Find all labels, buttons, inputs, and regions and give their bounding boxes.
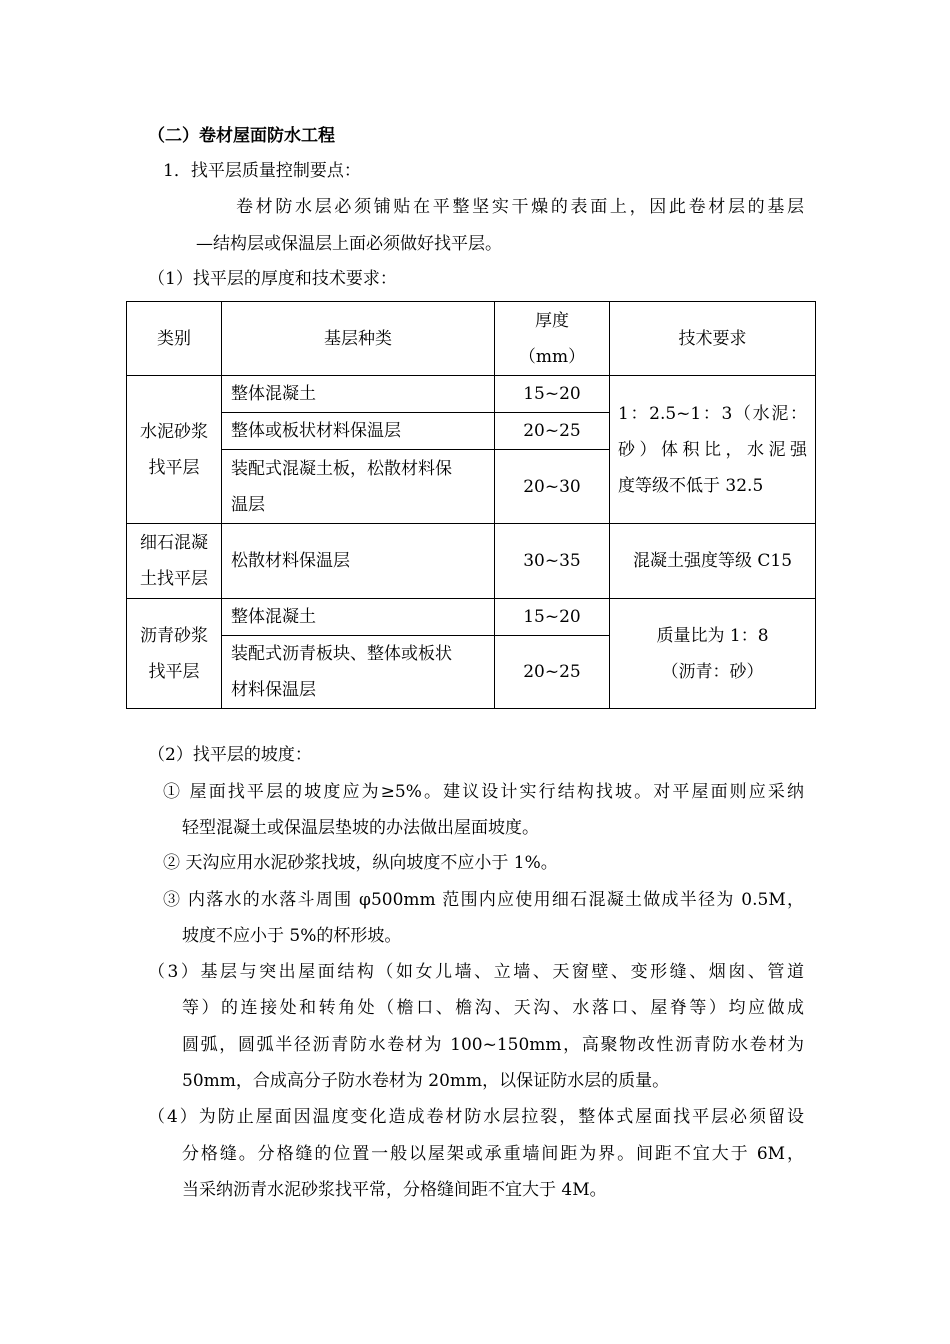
intro-line-1: 卷材防水层必须铺贴在平整坚实干燥的表面上，因此卷材层的基层: [236, 197, 804, 217]
base-line: 材料保温层: [231, 680, 316, 700]
category-line: 细石混凝: [140, 533, 208, 553]
category-line: 沥青砂浆: [140, 625, 208, 646]
category-cell-fine-concrete: [127, 524, 222, 599]
table-row: [127, 524, 816, 599]
tech-line: 度等级不低于 32.5: [618, 475, 764, 496]
thickness-cell: 30~35: [495, 524, 610, 599]
tech-line: （沥青：砂）: [661, 661, 764, 682]
base-cell: 整体混凝土: [222, 599, 495, 636]
header-thickness-line1: 厚度: [535, 310, 569, 331]
item1-heading: 1．找平层质量控制要点：: [163, 161, 361, 181]
base-line: 温层: [231, 494, 265, 515]
table-row: [127, 376, 816, 413]
base-cell: 整体或板状材料保温层: [222, 413, 495, 450]
category-cell-asphalt-mortar: [127, 599, 222, 709]
tech-line: 质量比为 1：8: [656, 625, 769, 646]
tech-cell-cement-mortar: [610, 376, 816, 524]
base-cell: 整体混凝土: [222, 376, 495, 413]
header-thickness: [495, 302, 610, 376]
header-tech: 技术要求: [610, 302, 816, 376]
sub2-heading: （2）找平层的坡度：: [148, 745, 312, 765]
slope-item-2: ② 天沟应用水泥砂浆找坡，纵向坡度不应小于 1%。: [163, 853, 558, 873]
tech-cell-asphalt-mortar: [610, 599, 816, 709]
base-cell: 松散材料保温层: [222, 524, 495, 599]
tech-line: 砂）体积比，水泥强: [618, 439, 807, 460]
tech-line: 1：2.5~1：3（水泥：: [618, 403, 807, 424]
base-line: 装配式沥青板块、整体或板状: [231, 644, 452, 664]
header-thickness-line2: （mm）: [518, 346, 586, 367]
header-base-type: 基层种类: [222, 302, 495, 376]
category-line: 土找平层: [140, 569, 208, 589]
category-cell-cement-mortar: [127, 376, 222, 524]
thickness-cell: 15~20: [495, 599, 610, 636]
slope-item-1-line2: 轻型混凝土或保温层垫坡的办法做出屋面坡度。: [182, 818, 539, 838]
base-cell: [222, 450, 495, 524]
thickness-spec-table: [126, 301, 816, 709]
category-line: 水泥砂浆: [140, 421, 208, 442]
base-line: 装配式混凝土板，松散材料保: [231, 458, 452, 479]
para4-line3: 当采纳沥青水泥砂浆找平常，分格缝间距不宜大于 4M。: [182, 1180, 607, 1200]
para3-line3: 圆弧，圆弧半径沥青防水卷材为 100~150mm，高聚物改性沥青防水卷材为: [182, 1035, 804, 1055]
slope-item-3-line2: 坡度不应小于 5%的杯形坡。: [182, 926, 402, 946]
para4-line2: 分格缝。分格缝的位置一般以屋架或承重墙间距为界。间距不宜大于 6M，: [182, 1144, 804, 1164]
thickness-cell: 20~25: [495, 413, 610, 450]
base-cell: [222, 636, 495, 709]
tech-cell-fine-concrete: 混凝土强度等级 C15: [610, 524, 816, 599]
para4-line1: （4）为防止屋面因温度变化造成卷材防水层拉裂，整体式屋面找平层必须留设: [148, 1107, 804, 1127]
category-line: 找平层: [148, 457, 200, 478]
thickness-cell: 15~20: [495, 376, 610, 413]
para3-line4: 50mm，合成高分子防水卷材为 20mm，以保证防水层的质量。: [182, 1071, 670, 1091]
para3-line1: （3）基层与突出屋面结构（如女儿墙、立墙、天窗壁、变形缝、烟囱、管道: [148, 962, 804, 982]
section-heading: （二）卷材屋面防水工程: [148, 126, 335, 146]
slope-item-3-line1: ③ 内落水的水落斗周围 φ500mm 范围内应使用细石混凝土做成半径为 0.5M，: [163, 890, 804, 910]
header-category: 类别: [127, 302, 222, 376]
thickness-cell: 20~30: [495, 450, 610, 524]
sub1-heading: （1）找平层的厚度和技术要求：: [148, 269, 397, 289]
thickness-cell: 20~25: [495, 636, 610, 709]
intro-line-2: —结构层或保温层上面必须做好找平层。: [196, 234, 502, 254]
category-line: 找平层: [148, 661, 200, 682]
table-header-row: [127, 302, 816, 376]
table-row: [127, 599, 816, 636]
slope-item-1-line1: ① 屋面找平层的坡度应为≥5%。建议设计实行结构找坡。对平屋面则应采纳: [163, 782, 804, 802]
para3-line2: 等）的连接处和转角处（檐口、檐沟、天沟、水落口、屋脊等）均应做成: [182, 998, 804, 1018]
